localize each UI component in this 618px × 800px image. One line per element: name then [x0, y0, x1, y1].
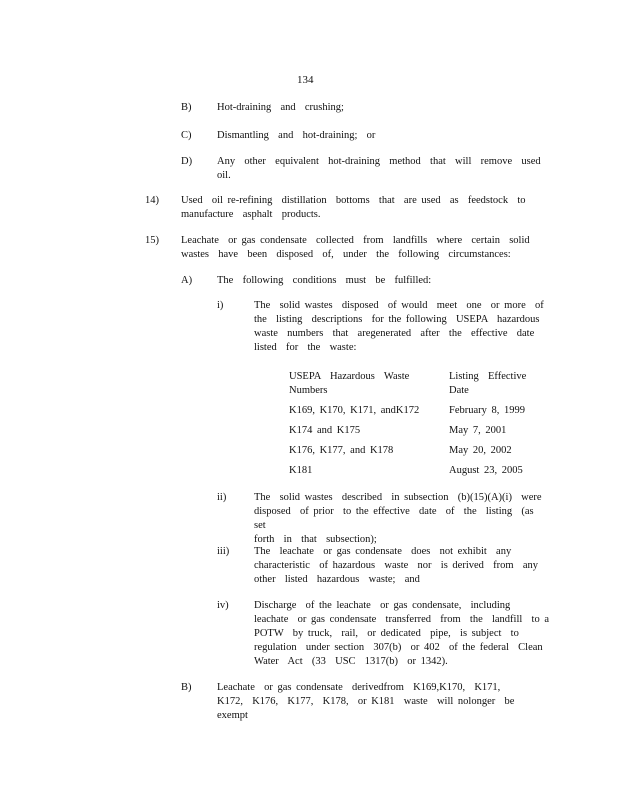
- item-label-15b: B): [181, 682, 192, 693]
- table-cell-numbers: K169, K170, K171, andK172: [289, 405, 420, 416]
- item-label-14: 14): [145, 195, 159, 206]
- page-number: 134: [297, 74, 314, 86]
- item-text-c: Dismantling and hot-draining; or: [217, 130, 376, 141]
- item-text-b: Hot-draining and crushing;: [217, 102, 344, 113]
- item-text-15a-i: The solid wastes disposed of would meet one or more of the listing descriptions for the following USEPA hazardous waste numbers that aregenerated after the effective date listed for the waste:: [254, 300, 544, 353]
- waste-listing-table: [289, 370, 539, 480]
- table-header-numbers: USEPA Hazardous Waste Numbers: [289, 371, 410, 396]
- item-label-d: D): [181, 156, 193, 167]
- table-cell-date: May 20, 2002: [449, 445, 512, 456]
- item-text-15a-iii: The leachate or gas condensate does not exhibit any characteristic of hazardous waste nor is derived from any other listed hazardous waste; and: [254, 546, 538, 585]
- item-label-b: B): [181, 102, 192, 113]
- item-text-15: Leachate or gas condensate collected from landfills where certain solid wastes have been disposed of, under the following circumstances:: [181, 235, 530, 260]
- item-text-15a: The following conditions must be fulfilled:: [217, 275, 432, 286]
- table-cell-numbers: K174 and K175: [289, 425, 361, 436]
- table-cell-numbers: K176, K177, and K178: [289, 445, 394, 456]
- table-cell-date: August 23, 2005: [449, 465, 523, 476]
- table-cell-numbers: K181: [289, 465, 313, 476]
- item-text-d: Any other equivalent hot-draining method that will remove used oil.: [217, 156, 541, 181]
- table-cell-date: May 7, 2001: [449, 425, 507, 436]
- item-label-15a-i: i): [217, 300, 224, 311]
- item-text-15a-iv: Discharge of the leachate or gas condensate, including leachate or gas condensate transferred from the landfill to a POTW by truck, rail, or dedicated pipe, is subject to regulation under section 307(b) or 402 of the federal Clean Water Act (33 USC 1317(b) or 1342).: [254, 600, 550, 667]
- table-header-date: Listing Effective Date: [449, 371, 527, 396]
- item-label-15a-iii: iii): [217, 546, 230, 557]
- item-label-15a: A): [181, 275, 193, 286]
- item-text-15b: Leachate or gas condensate derivedfrom K169,K170, K171, K172, K176, K177, K178, or K181 waste will nolonger be exempt: [217, 682, 515, 721]
- item-text-14: Used oil re-refining distillation bottoms that are used as feedstock to manufacture asphalt products.: [181, 195, 526, 220]
- item-label-15a-ii: ii): [217, 492, 227, 503]
- item-text-15a-ii: The solid wastes described in subsection (b)(15)(A)(i) were disposed of prior to the effective date of the listing (as set forth in that subsection);: [254, 492, 542, 545]
- item-label-15: 15): [145, 235, 159, 246]
- item-label-c: C): [181, 130, 192, 141]
- item-label-15a-iv: iv): [217, 600, 229, 611]
- table-cell-date: February 8, 1999: [449, 405, 526, 416]
